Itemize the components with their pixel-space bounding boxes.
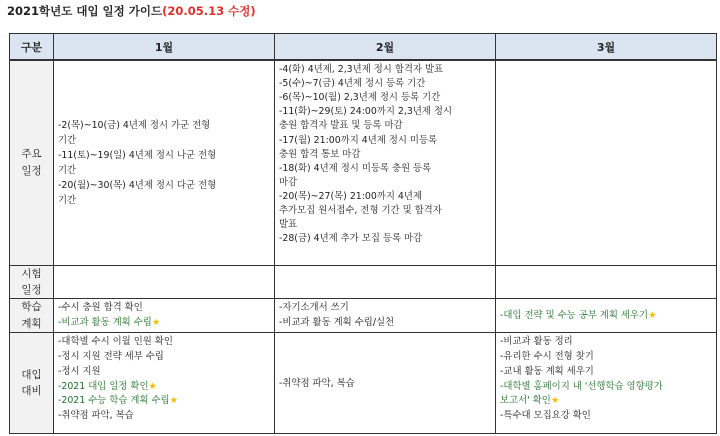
schedule-table [9,33,717,434]
header-row [10,34,717,61]
title-revision: (20.05.13 수정) [162,4,256,18]
table-row-prep [10,333,717,434]
star-icon: ★ [169,395,179,407]
cell-prep-feb: -취약점 파악, 복습 [275,333,496,434]
star-icon: ★ [550,395,560,407]
cell-exam-jan [54,265,275,299]
page-title [7,3,256,19]
row-label-prep: 대입 대비 [10,333,54,434]
cell-prep-jan: -대학별 수시 이월 인원 확인 -정시 지원 전략 세부 수립 -정시 지원 -2021 대입 일정 확인★ -2021 수능 학습 계획 수립★ -취약점 파악, 복습 [54,333,275,434]
header-category: 구분 [10,34,54,61]
cell-schedule-feb: -4(화) 4년제, 2,3년제 정시 합격자 발표 -5(수)~7(금) 4년제 정시 등록 기간 -6(목)~10(월) 2,3년제 정시 등록 기간 -11(화)~29(토) 24:00까지 2,3년제 정시 충원 합격자 발표 및 등록 마감 -17(월) 21:00까지 4년제 정시 미등록 충원 합격 통보 마감 -18(화) 4년제 정시 미등록 충원 등록 마감 -20(목)~27(목) 21:00까지 4년제 추가모집 원서접수, 전형 기간 및 합격자 발표 -28(금) 4년제 추가 모집 등록 마감 [275,60,496,265]
row-label-exam: 시험 일정 [10,265,54,299]
header-jan: 1월 [54,34,275,61]
row-label-schedule: 주요 일정 [10,60,54,265]
star-icon: ★ [648,310,657,321]
cell-study-feb: -자기소개서 쓰기 -비교과 활동 계획 수립/실천 [275,299,496,333]
star-icon: ★ [151,316,161,328]
header-feb: 2월 [275,34,496,61]
cell-study-mar: -대입 전략 및 수능 공부 계획 세우기★ [496,299,717,333]
cell-prep-mar: -비교과 활동 정리 -유리한 수시 전형 찾기 -교내 활동 계획 세우기 -대학별 홈페이지 내 '선행학습 영향평가 보고서' 확인★ -특수대 모집요강 확인 [496,333,717,434]
cell-schedule-mar [496,60,717,265]
cell-study-jan: -수시 충원 합격 확인 -비교과 활동 계획 수립★ [54,299,275,333]
cell-schedule-jan: -2(목)~10(금) 4년제 정시 가군 전형 기간 -11(토)~19(일) 4년제 정시 나군 전형 기간 -20(월)~30(목) 4년제 정시 다군 전형 기간 [54,60,275,265]
title-main: 2021학년도 대입 일정 가이드 [7,4,163,18]
row-label-study: 학습 계획 [10,299,54,333]
table-row-exam [10,265,717,299]
table-row-study [10,299,717,333]
cell-exam-feb [275,265,496,299]
star-icon: ★ [148,380,157,392]
table-row-schedule [10,60,717,265]
header-mar: 3월 [496,34,717,61]
cell-exam-mar [496,265,717,299]
